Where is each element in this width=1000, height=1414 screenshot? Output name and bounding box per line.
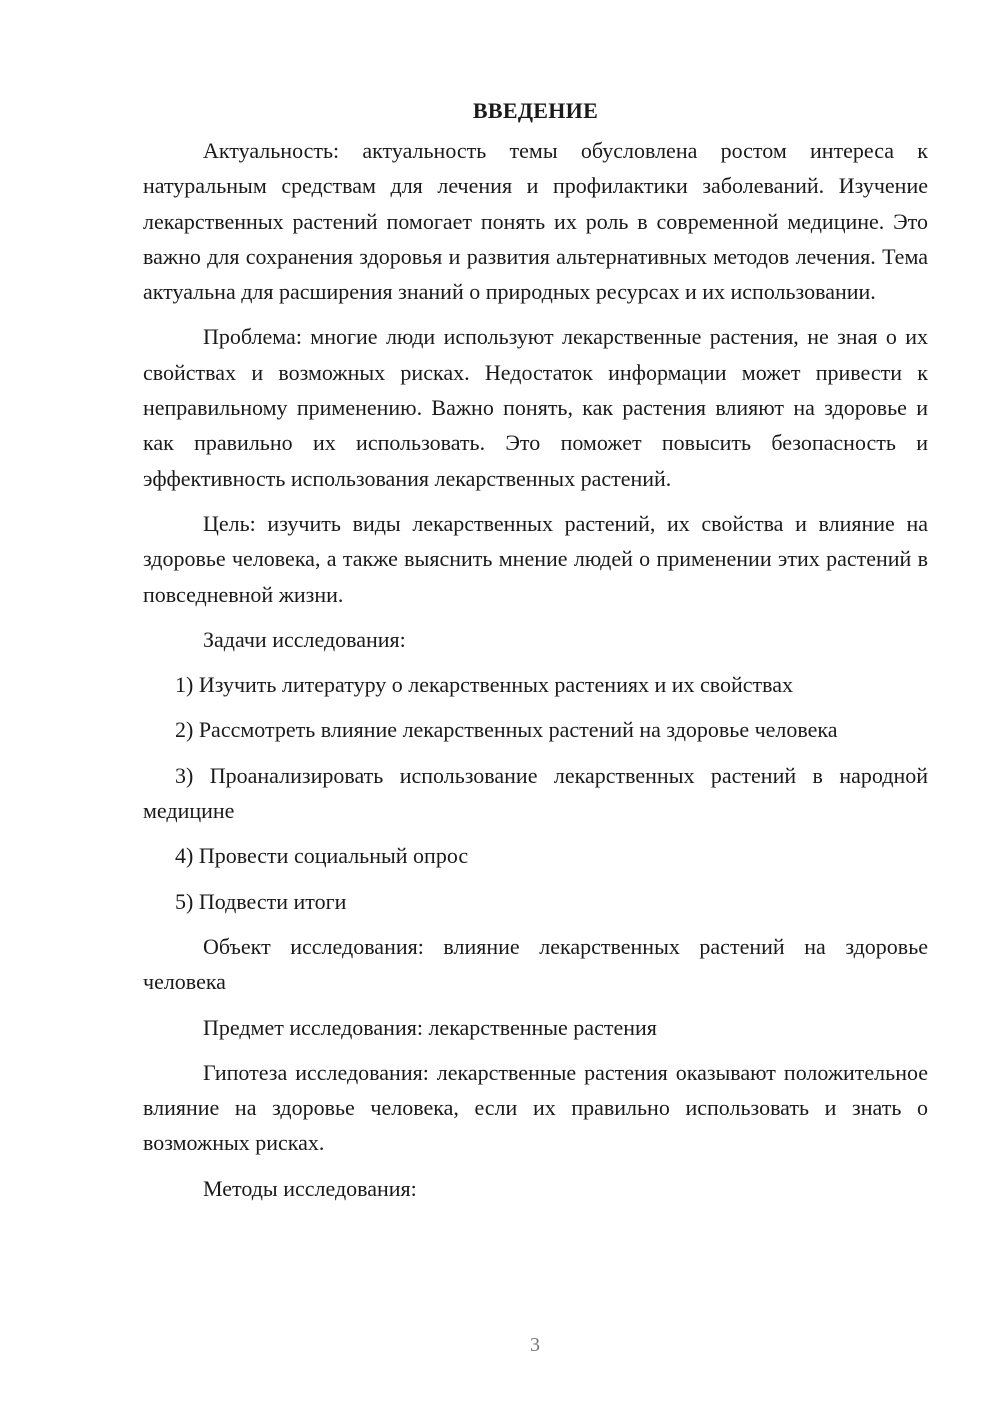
tasks-heading: Задачи исследования: (203, 626, 406, 652)
task-item-4: 4) Провести социальный опрос (175, 843, 469, 869)
research-subject: Предмет исследования: лекарственные растения (203, 1014, 657, 1040)
goal-paragraph: Цель: изучить виды лекарственных растений, их свойства и влияние на здоровье человека, а также выяснить мнение людей о применении этих растений в повседневной жизни. (143, 510, 928, 607)
problem-paragraph: Проблема: многие люди используют лекарственные растения, не зная о их свойствах и возможных рисках. Недостаток информации может привести к неправильному применению. Важно понять, как растения влияют на здоровье и как правильно их использовать. Это поможет повысить безопасность и эффективность использования лекарственных растений. (143, 324, 928, 491)
methods-heading: Методы исследования: (203, 1175, 417, 1201)
research-object: Объект исследования: влияние лекарственных растений на здоровье человека (143, 933, 928, 995)
task-item-1: 1) Изучить литературу о лекарственных растениях и их свойствах (175, 672, 794, 698)
task-item-3: 3) Проанализировать использование лекарственных растений в народной медицине (143, 762, 928, 824)
relevance-paragraph: Актуальность: актуальность темы обусловлена ростом интереса к натуральным средствам для лечения и профилактики заболеваний. Изучение лекарственных растений помогает понять их роль в современной медицине. Это важно для сохранения здоровья и развития альтернативных методов лечения. Тема актуальна для расширения знаний о природных ресурсах и их использовании. (143, 138, 928, 305)
task-item-2: 2) Рассмотреть влияние лекарственных растений на здоровье человека (175, 717, 838, 743)
task-item-5: 5) Подвести итоги (175, 888, 347, 914)
page-title: ВВЕДЕНИЕ (472, 98, 599, 123)
page-content (143, 97, 928, 1216)
research-hypothesis: Гипотеза исследования: лекарственные растения оказывают положительное влияние на здоровье человека, если их правильно использовать и знать о возможных рисках. (143, 1059, 928, 1156)
page-number: 3 (530, 1334, 540, 1356)
